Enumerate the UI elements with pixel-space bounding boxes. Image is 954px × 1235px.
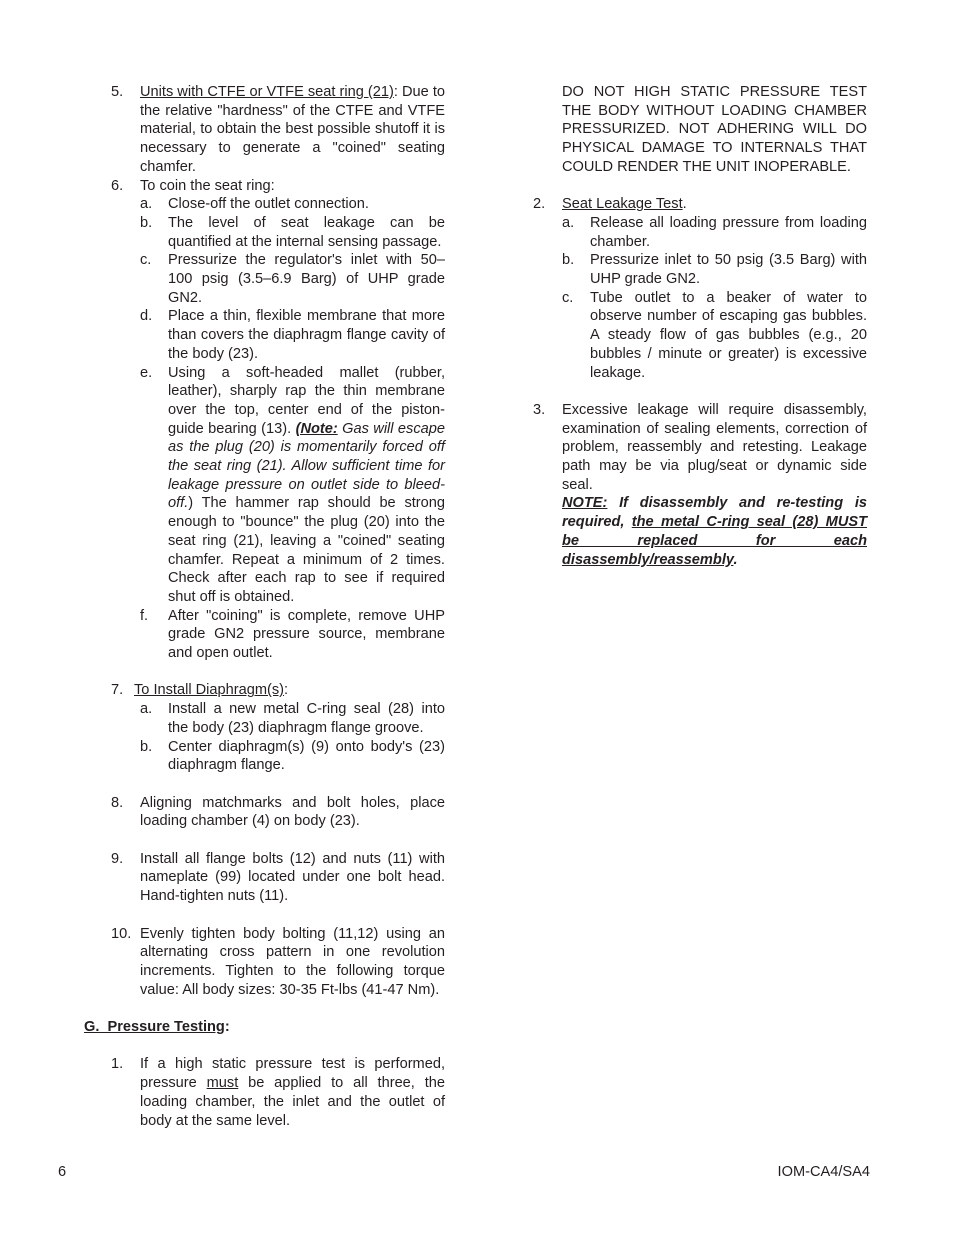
step-number: 1. xyxy=(111,1056,124,1073)
step-7 xyxy=(111,681,445,775)
note-label: (Note: xyxy=(295,420,338,437)
substep-a xyxy=(562,214,867,251)
substep-text: Tube outlet to a beaker of water to observe number of escaping gas bubbles. A steady flow of gas bubbles (e.g., 20 bubbles / minute or greater) is excessive leakage. xyxy=(590,289,867,381)
warning-block xyxy=(533,83,867,177)
substep-text: Center diaphragm(s) (9) onto body's (23) diaphragm flange. xyxy=(168,738,445,774)
step-text-cont: be applied to all three, the loading chamber, the inlet and the outlet of body at the same level. xyxy=(140,1075,445,1129)
step-number: 7. xyxy=(111,682,124,699)
note-block xyxy=(562,494,867,569)
step-text: If a high static pressure test is performed, pressure xyxy=(140,1056,445,1092)
step-colon: : xyxy=(284,682,289,699)
page-number: 6 xyxy=(58,1164,67,1180)
substep-text: Pressurize the regulator's inlet with 50–100 psig (3.5–6.9 Barg) of UHP grade GN2. xyxy=(168,252,445,306)
step-number: 5. xyxy=(111,84,124,100)
step-text: Evenly tighten body bolting (11,12) using an alternating cross pattern in one revolution increments. Tighten to the following torque value: All body sizes: 30-35 Ft-lbs (41-47 Nm). xyxy=(140,925,445,998)
substep-letter: b. xyxy=(140,214,153,231)
step-text: Aligning matchmarks and bolt holes, place loading chamber (4) on body (23). xyxy=(140,794,445,830)
substep-letter: d. xyxy=(140,308,153,325)
document-code: IOM-CA4/SA4 xyxy=(777,1164,870,1180)
substep-a xyxy=(140,700,445,737)
spacer xyxy=(111,1037,445,1056)
substep-c xyxy=(140,251,445,307)
step-5 xyxy=(111,83,445,177)
emphasis-must: must xyxy=(206,1075,239,1092)
substep-letter: e. xyxy=(140,364,153,381)
spacer xyxy=(111,663,445,682)
step-text: : Due to the relative "hardness" of the CTFE and VTFE material, to obtain the best possible shutoff it is necessary to generate a "coined" seating chamfer. xyxy=(140,84,445,175)
substep-text: Pressurize inlet to 50 psig (3.5 Barg) with UHP grade GN2. xyxy=(590,252,867,288)
step-title: To Install Diaphragm(s) xyxy=(134,682,285,699)
test-step-3 xyxy=(533,401,867,569)
substep-letter: c. xyxy=(140,252,152,269)
spacer xyxy=(111,831,445,850)
substep-letter: f. xyxy=(140,607,149,624)
spacer xyxy=(111,999,445,1018)
step-10 xyxy=(111,925,445,1000)
step-title: To coin the seat ring: xyxy=(140,177,275,194)
substep-letter: a. xyxy=(140,701,153,718)
substep-a xyxy=(140,195,445,214)
step-number: 6. xyxy=(111,177,124,194)
note-text: If disassembly and re-testing is required, xyxy=(562,495,867,531)
spacer xyxy=(533,177,867,196)
substep-letter: a. xyxy=(140,196,153,213)
substep-letter: b. xyxy=(140,738,153,755)
spacer xyxy=(111,906,445,925)
substep-text: Place a thin, flexible membrane that more than covers the diaphragm flange cavity of the body (23). xyxy=(168,308,445,362)
step-number: 9. xyxy=(111,850,124,867)
step-number: 2. xyxy=(533,196,546,213)
step-6 xyxy=(111,177,445,663)
substep-b xyxy=(140,214,445,251)
section-heading-g xyxy=(84,1018,445,1037)
warning-text: DO NOT HIGH STATIC PRESSURE TEST THE BODY WITHOUT LOADING CHAMBER PRESSURIZED. NOT ADHERING WILL DO PHYSICAL DAMAGE TO INTERNALS THAT COULD RENDER THE UNIT INOPERABLE. xyxy=(562,84,867,175)
substep-text: The level of seat leakage can be quantified at the internal sensing passage. xyxy=(168,214,445,250)
left-column xyxy=(84,83,445,1130)
step-text: Excessive leakage will require disassembly, examination of sealing elements, correction of problem, reassembly and retesting. Leakage path may be via plug/seat or dynamic side seal. xyxy=(562,401,867,493)
substep-text: Using a soft-headed mallet (rubber, leather), sharply rap the thin membrane over the top, center end of the piston-guide bearing (13). xyxy=(168,364,445,437)
substep-e xyxy=(140,364,445,607)
substep-b xyxy=(140,738,445,775)
substep-letter: c. xyxy=(562,289,574,306)
section-colon: : xyxy=(224,1019,230,1036)
substep-letter: a. xyxy=(562,214,575,231)
substep-c xyxy=(562,289,867,383)
section-title: Pressure Testing xyxy=(107,1019,225,1036)
step-number: 8. xyxy=(111,794,124,811)
note-underlined: the metal C-ring seal (28) MUST be replaced for each disassembly/reassembly xyxy=(562,514,868,568)
spacer xyxy=(533,382,867,401)
substep-letter: b. xyxy=(562,252,575,269)
note-label: NOTE: xyxy=(562,495,608,512)
step-title: Seat Leakage Test xyxy=(562,196,683,213)
right-column xyxy=(533,83,867,569)
step-title: Units with CTFE or VTFE seat ring (21) xyxy=(140,84,394,100)
step-number: 10. xyxy=(111,925,132,942)
note-end: . xyxy=(733,551,738,568)
substep-text: Close-off the outlet connection. xyxy=(168,196,369,213)
substep-d xyxy=(140,307,445,363)
substep-text-cont: ) The hammer rap should be strong enough to "bounce" the plug (20) into the seat ring (21), leaving a "coined" seating chamfer. Repeat a minimum of 2 times. Check after each rap to see if required shut off is obtained. xyxy=(168,495,445,605)
note-text: Gas will escape as the plug (20) is momentarily forced off the seat ring (21). Allow sufficient time for leakage pressure on outlet side to bleed-off. xyxy=(168,420,445,512)
step-9 xyxy=(111,850,445,906)
step-number: 3. xyxy=(533,401,546,418)
step-text: Install all flange bolts (12) and nuts (11) with nameplate (99) located under one bolt head. Hand-tighten nuts (11). xyxy=(140,850,445,905)
substep-f xyxy=(140,607,445,663)
substep-text: Install a new metal C-ring seal (28) into the body (23) diaphragm flange groove. xyxy=(168,701,445,736)
test-step-2 xyxy=(533,195,867,382)
pressure-step-1 xyxy=(111,1055,445,1130)
spacer xyxy=(111,775,445,794)
substep-text: After "coining" is complete, remove UHP grade GN2 pressure source, membrane and open outlet. xyxy=(168,607,445,662)
section-letter: G. xyxy=(84,1019,100,1036)
substep-text: Release all loading pressure from loading chamber. xyxy=(590,214,867,250)
substep-b xyxy=(562,251,867,288)
step-dot: . xyxy=(682,196,687,213)
step-8 xyxy=(111,794,445,831)
